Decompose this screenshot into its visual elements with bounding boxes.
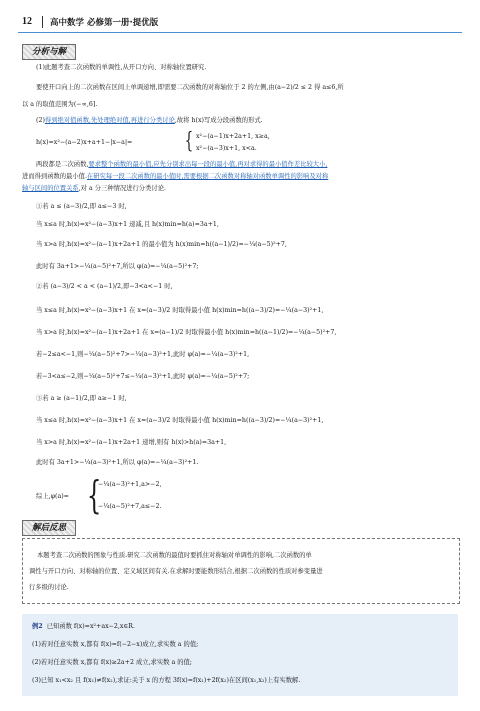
highlighted-text: 轴与区间的位置关系 — [22, 185, 79, 192]
summary-left: 综上,φ(a)= — [36, 493, 69, 500]
text-run: ,对 a 分三种情况进行分类讨论. — [78, 185, 166, 192]
case-line: 当 x>a 时,h(x)=x²−(a−1)x+2a+1 递增,则有 h(x)>h(a)=3a+1, — [36, 439, 227, 446]
case-line: 此时有 3a+1>−¼(a−5)²+7,所以 φ(a)=−¼(a−5)²+7; — [36, 263, 199, 270]
case-line: 当 x≤a 时,h(x)=x²−(a−3)x+1 在 x=(a−3)/2 时取得最小值 h(x)min=h((a−3)/2)=−¼(a−3)²+1, — [36, 417, 324, 424]
header-rule — [18, 32, 462, 33]
text-run: 两段都是二次函数, — [36, 161, 89, 168]
piecewise-case: x²−(a−1)x+2a+1, x≥a, — [196, 133, 270, 140]
example-box — [22, 614, 458, 696]
example-label: 例2 — [32, 623, 43, 630]
example-question: (3)已知 x₁<x₂ 且 f(x₁)≠f(x₂),求证:关于 x 的方程 3f(x)=f(x₁)+2f(x₂)在区间(x₁,x₂)上有实数解. — [32, 677, 301, 684]
reflection-line: 本题考查二次函数的图象与性质.研究二次函数的最值时要抓住对称轴对单调性的影响,二次函数的单 — [37, 552, 312, 559]
reflection-line: 行多级的讨论. — [29, 584, 69, 591]
book-title: 高中数学 必修第一册·提优版 — [50, 18, 159, 28]
case-heading: ③若 a ≥ (a−1)/2,即 a≥−1 时, — [36, 395, 127, 402]
highlighted-text: 在研究每一段二次函数的最小值时,需要根据二次函数对称轴对函数单调性的影响及对称 — [86, 173, 329, 180]
case-heading: ②若 (a−3)/2 < a < (a−1)/2,即−3<a<−1 时, — [36, 283, 173, 290]
highlighted-text: 得到绝对值函数,先处理绝对值,再进行分类讨论 — [44, 117, 175, 124]
summary-case: −¼(a−3)²+1,a>−2, — [98, 481, 162, 488]
case-line: 此时有 3a+1>−¼(a−3)²+1,所以 φ(a)=−¼(a−3)²+1. — [36, 459, 199, 466]
case-line: 若−3<a≤−2,则−¼(a−5)²+7≤−¼(a−3)²+1,此时 φ(a)=−¼(a−5)²+7; — [36, 373, 250, 380]
example-question: (2)若对任意实数 x,都有 f(x)≥2a+2 成立,求实数 a 的值; — [32, 659, 192, 666]
case-line: 当 x>a 时,h(x)=x²−(a−1)x+2a+1 的最小值为 h(x)min=h((a−1)/2)=−¼(a−5)²+7, — [36, 241, 287, 248]
page-number: 12 — [22, 16, 32, 27]
analysis-line — [36, 116, 263, 125]
brace-glyph: { — [86, 473, 102, 517]
brace-glyph: { — [184, 129, 194, 154]
case-heading: ①若 a ≤ (a−3)/2,即 a≤−3 时, — [36, 203, 127, 210]
analysis-line — [22, 172, 328, 181]
text-run: ,故将 h(x)写成分段函数的形式. — [174, 117, 263, 124]
piecewise-left: h(x)=x²−(a−2)x+a+1−|x−a|= — [36, 139, 133, 146]
case-line: 若−2≤a<−1,则−¼(a−5)²+7>−¼(a−3)²+1,此时 φ(a)=−¼(a−3)²+1, — [36, 351, 250, 358]
analysis-line: (1)此题考查二次函数的单调性,从开口方向、对称轴位置研究. — [36, 64, 207, 71]
piecewise-case: x²−(a−3)x+1, x<a. — [196, 145, 257, 152]
example-question: (1)若对任意实数 x,都有 f(x)=f(−2−x)成立,求实数 a 的值; — [32, 641, 199, 648]
case-line: 当 x≤a 时,h(x)=x²−(a−3)x+1 递减,且 h(x)min=h(a)=3a+1, — [36, 221, 219, 228]
reflection-line: 调性与开口方向、对称轴的位置、定义域区间有关.在求解时要能数形结合,根据二次函数的性质对参变量进 — [29, 568, 323, 575]
text-run: 进而得到函数的最小值. — [22, 173, 87, 180]
example-stem: 已知函数 f(x)=x²+ax−2,x∈R. — [46, 623, 135, 630]
analysis-line — [22, 184, 166, 193]
analysis-section-tag: 分析与解 — [22, 44, 76, 60]
analysis-line — [36, 160, 327, 169]
header-divider — [42, 16, 43, 28]
text-run: (2) — [36, 117, 45, 124]
summary-case: −¼(a−5)²+7,a≤−2. — [98, 503, 162, 510]
reflection-section-tag: 解后反思 — [22, 520, 76, 536]
example-stem-line — [32, 622, 135, 631]
analysis-line: 要使开口向上的二次函数在区间上单调递增,即需要二次函数的对称轴位于 2 的左侧,由(a−2)/2 ≤ 2 得 a≤6,所 — [36, 84, 344, 91]
case-line: 当 x>a 时,h(x)=x²−(a−1)x+2a+1 在 x=(a−1)/2 时取得最小值 h(x)min=h((a−1)/2)=−¼(a−5)²+7, — [36, 329, 337, 336]
reflection-box — [22, 538, 460, 604]
analysis-line: 以 a 的取值范围为(−∞,6]. — [22, 101, 98, 108]
highlighted-text: 要求整个函数的最小值,应先分别求出每一段的最小值,再对求得的最小值作差比较大小, — [88, 161, 328, 168]
page-header — [18, 14, 462, 34]
case-line: 当 x≤a 时,h(x)=x²−(a−3)x+1 在 x=(a−3)/2 时取得最小值 h(x)min=h((a−3)/2)=−¼(a−3)²+1, — [36, 307, 324, 314]
